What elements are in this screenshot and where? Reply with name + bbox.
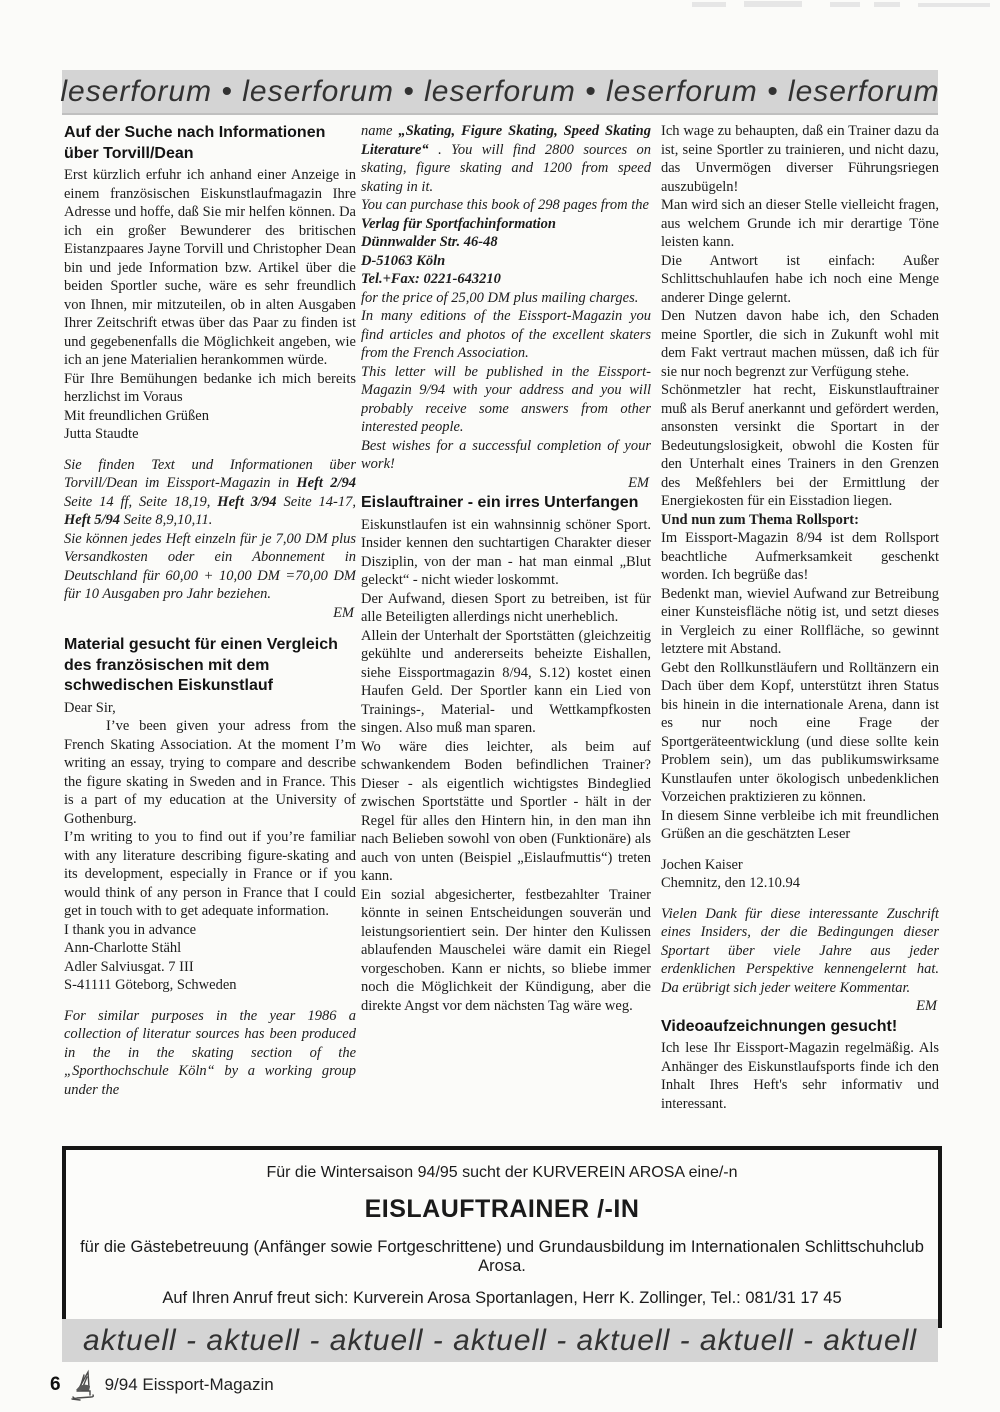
letters-column-2 <box>361 122 651 1136</box>
letter-paragraph: I’ve been given your adress from the French Skating Association. At the moment I’m writing an essay, trying to compare and describe the figure skating in Sweden and in France. This is a part of my education at the University of Gothenburg. <box>64 718 356 827</box>
letter-paragraph: Der Aufwand, diesen Sport zu betreiben, ist für alle Beteiligten allerdings nicht unerheblich. <box>361 590 651 625</box>
editor-reply-paragraph: This letter will be published in the Eissport-Magazin 9/94 with your address and you will probably receive some answers from other interested people. <box>361 363 651 435</box>
letter-line: S-41111 Göteborg, Schweden <box>64 977 237 993</box>
spacer <box>64 995 356 1007</box>
letter-line: I thank you in advance <box>64 921 197 938</box>
aktuell-banner-text: aktuell - aktuell - aktuell - aktuell - aktuell - aktuell - aktuell <box>83 1323 917 1357</box>
letter-line: Chemnitz, den 12.10.94 <box>661 875 800 891</box>
letter-heading: Material gesucht für einen Vergleich des französischen mit dem schwedischen Eiskunstlauf <box>64 636 338 694</box>
reply-text: Seite 14-17, <box>276 493 356 510</box>
letter-line: Adler Salviusgat. 7 III <box>64 958 194 975</box>
letter-line: Mit freundlichen Grüßen <box>64 407 209 424</box>
reply-text: Seite 8,9,10,11. <box>119 512 213 528</box>
skate-logo-icon <box>68 1368 98 1402</box>
editor-reply-paragraph <box>64 456 356 530</box>
address-line: Dünnwalder Str. 46-48 <box>361 234 498 250</box>
letter-line: Jutta Staudte <box>64 426 139 442</box>
letter-paragraph: Ich lese Ihr Eissport-Magazin regelmäßig. Als Anhänger des Eiskunstlaufsports finde ich den Inhalt Ihres Heft's sehr informativ und interessant. <box>661 1040 939 1112</box>
editor-reply-paragraph: for the price of 25,00 DM plus mailing charges. <box>361 289 639 306</box>
highlighted-text: Heft 5/94 <box>64 512 120 528</box>
editor-initials: EM <box>628 474 649 491</box>
job-ad-box <box>62 1146 942 1328</box>
job-ad-intro: Für die Wintersaison 94/95 sucht der KURVEREIN AROSA eine/-n <box>266 1164 738 1181</box>
letter-paragraph: Ich wage zu behaupten, daß ein Trainer dazu da ist, seine Sportler zu trainieren, und nicht dazu, das Unvermögen diverser Führungsriegen auszubügeln! <box>661 123 939 195</box>
letter-paragraph: Allein der Unterhalt der Sportstätten (gleichzeitig gekühlte und andererseits beheizte Eishallen, siehe Eissportmagazin 8/94, S.12) kostet einen Haufen Geld. Der Sportler kann ein Lied von Trainings-, Material- und Wettkampfkosten singen. Also muß man sparen. <box>361 627 651 736</box>
letter-paragraph: Wo wäre dies leichter, als beim auf schwankendem Boden befindlichen Trainer? Dieser - als eigentlich wichtigstes Bindeglied zwischen Sportstätte und Sportler - hält in der Regel für alles den Hintern hin, in den man ihn nach Belieben sowohl von oben (Funktionäre) als auch von unten (Beispiel „Eislaufmuttis“) treten kann. <box>361 738 651 884</box>
scan-artifact <box>744 1 802 7</box>
editor-initials: EM <box>333 604 354 621</box>
letter-line: Ann-Charlotte Stähl <box>64 940 182 956</box>
scan-artifact <box>918 3 990 7</box>
aktuell-banner <box>62 1319 938 1362</box>
reply-text: Seite 14 ff, Seite 18,19, <box>64 493 218 510</box>
address-line: Tel.+Fax: 0221-643210 <box>361 271 501 287</box>
letter-paragraph: Bedenkt man, wieviel Aufwand zur Betreibung einer Kunsteisfläche nötig ist, und setzt dieses in Vergleich zu einer Rollfläche, so gewinnt letztere mit Abstand. <box>661 585 939 657</box>
page-footer <box>50 1368 274 1402</box>
spacer <box>661 844 939 856</box>
leserforum-banner-text: leserforum • leserforum • leserforum • leserforum • leserforum <box>60 74 940 108</box>
reply-text: Sie finden Text und Informationen über Torvill/Dean im Eissport-Magazin in <box>64 456 356 491</box>
page-number: 6 <box>50 1374 61 1395</box>
letter-line: Jochen Kaiser <box>661 856 743 873</box>
editor-reply-paragraph <box>361 122 651 196</box>
editor-reply-paragraph: In many editions of the Eissport-Magazin you find articles and photos of the excellent skaters from the French Association. <box>361 308 651 361</box>
letter-paragraph: Schönmetzler hat recht, Eiskunstlauftrainer muß als Beruf anerkannt und gefördert werden, ansonsten versinkt die Sportart in der Bedeutungslosigkeit, obwohl die Kosten für den Unterhalt eines Trainers in den Grenzen des Meßfehlers bei der Ermittlung der Energiekosten für ein Eisstadion liegen. <box>661 382 939 509</box>
highlighted-text: Heft 2/94 <box>296 475 356 491</box>
leserforum-banner <box>62 70 938 115</box>
highlighted-text: Heft 3/94 <box>217 493 277 510</box>
editor-reply-paragraph: You can purchase this book of 298 pages from the <box>361 197 649 213</box>
letter-paragraph: In diesem Sinne verbleibe ich mit freundlichen Grüßen an die geschätzten Leser <box>661 807 939 842</box>
job-ad-contact: Auf Ihren Anruf freut sich: Kurverein Arosa Sportanlagen, Herr K. Zollinger, Tel.: 081/31 17 45 <box>162 1288 842 1307</box>
letters-column-1 <box>64 122 356 1136</box>
letter-heading: Videoaufzeichnungen gesucht! <box>661 1017 898 1035</box>
reply-text: name <box>361 123 399 139</box>
editor-reply-paragraph: Best wishes for a successful completion of your work! <box>361 437 651 472</box>
letter-heading: Auf der Suche nach Informationen über Torvill/Dean <box>64 124 326 162</box>
job-ad-title: EISLAUFTRAINER /-IN <box>364 1195 640 1224</box>
letter-paragraph: I’m writing to you to find out if you’re familiar with any literature describing figure-skating and its development, especially in France or if you would think of any person in France that I could get in touch with to get adequate information. <box>64 829 356 919</box>
letter-paragraph: Für Ihre Bemühungen bedanke ich mich bereits herzlichst im Voraus <box>64 370 356 405</box>
editor-reply-paragraph: Vielen Dank für diese interessante Zuschrift eines Insiders, der die Bedingungen dieser Sportart über viele Jahre aus jeder erdenklichen Perspektive kennengelernt hat. Da erübrigt sich jeder weitere Kommentar. <box>661 905 939 996</box>
editor-reply-paragraph: For similar purposes in the year 1986 a collection of literatur sources has been produced in the in the skating section of the „Sporthochschule Köln“ by a working group under the <box>64 1007 356 1098</box>
letter-paragraph: Man wird sich an dieser Stelle vielleicht fragen, aus welchem Grunde ich mir derartige Töne leisten kann. <box>661 197 939 250</box>
job-ad-description: für die Gästebetreuung (Anfänger sowie Fortgeschrittene) und Grundausbildung im Internationalen Schlittschuhclub Arosa. <box>80 1237 924 1275</box>
letter-paragraph: Gebt den Rollkunstläufern und Rolltänzern ein Dach über dem Kopf, unterstützt ihren Status bis hinein in die internationale Arena, dann ist es nur noch eine Frage der Sportgeräteentwicklung (und diese sollte kein Problem sein), um das publikumswirksame Kunstlaufen unter ökologisch unbedenklichen Vorzeichen praktizieren zu können. <box>661 659 939 805</box>
issue-imprint: 9/94 Eissport-Magazin <box>104 1375 274 1394</box>
letters-column-3 <box>661 122 939 1136</box>
address-line: D-51063 Köln <box>361 252 446 269</box>
editor-initials: EM <box>916 998 937 1014</box>
inline-subheading: Und nun zum Thema Rollsport: <box>661 511 859 528</box>
letter-paragraph: Den Nutzen davon habe ich, den Schaden meine Sportler, die sich in Zukunft wohl mit dem Fakt vertraut machen müssen, daß ich für sie nur noch begrenzt zur Verfügung stehe. <box>661 308 939 380</box>
spacer <box>64 622 356 634</box>
letter-paragraph: Die Antwort ist einfach: Außer Schlittschuhlaufen habe ich noch eine Menge anderer Dinge gelernt. <box>661 252 939 306</box>
scan-artifact <box>874 2 900 7</box>
letter-line: Dear Sir, <box>64 699 116 716</box>
letter-paragraph: Eiskunstlaufen ist ein wahnsinnig schöner Sport. Insider kennen den suchtartigen Charakter dieser Disziplin, von der man - hat man einmal „Blut geleckt“ - nicht wieder loskommt. <box>361 516 651 588</box>
letter-paragraph: Erst kürzlich erfuhr ich anhand einer Anzeige in einem französischen Eiskunstlaufmagazin Ihre Adresse und hoffe, daß Sie mir helfen können. Da ich ein großer Bewunderer des britischen Eistanzpaares Jayne Torvill und Christopher Dean bin und jede Information bzw. Artikel über die beiden Sportler suche, wäre es sehr freundlich von Ihnen, mir mitzuteilen, ob in alten Ausgaben Ihrer Zeitschrift etwas über das Paar zu finden ist und gegebenenfalls die Möglichkeit angeben, wie ich an jene Materialien herankommen würde. <box>64 167 356 368</box>
highlighted-text: „Skating, Figure Skating, Speed Skating Literature“ <box>361 123 651 158</box>
address-line: Verlag für Sportfachinformation <box>361 215 556 232</box>
editor-reply-paragraph: Sie können jedes Heft einzeln für je 7,00 DM plus Versandkosten oder ein Abonnement in Deutschland für 60,00 + 10,00 DM =70,00 DM für 10 Ausgaben pro Jahr beziehen. <box>64 530 356 602</box>
letter-heading: Eislauftrainer - ein irres Unterfangen <box>361 494 639 511</box>
scan-artifact <box>830 2 860 7</box>
scan-artifact <box>692 2 726 7</box>
letter-paragraph: Im Eissport-Magazin 8/94 ist dem Rollsport beachtliche Aufmerksamkeit geschenkt worden. Ich begrüße das! <box>661 530 939 583</box>
spacer <box>661 893 939 905</box>
letter-paragraph: Ein sozial abgesicherter, festbezahlter Trainer könnte in seinen Entscheidungen souverän und leistungsorientiert sein. Der hinter den Kulissen ablaufenden Mauschelei wäre damit ein Riegel vorgeschoben. Kann er nichts, so bliebe immer noch die Möglichkeit der Kündigung, aber die direkte Angst vor dem nächsten Tag wäre weg. <box>361 886 651 1014</box>
reply-text: . You will find 2800 sources on skating, figure skating and 1200 from speed skating in it. <box>361 141 651 195</box>
spacer <box>64 444 356 456</box>
